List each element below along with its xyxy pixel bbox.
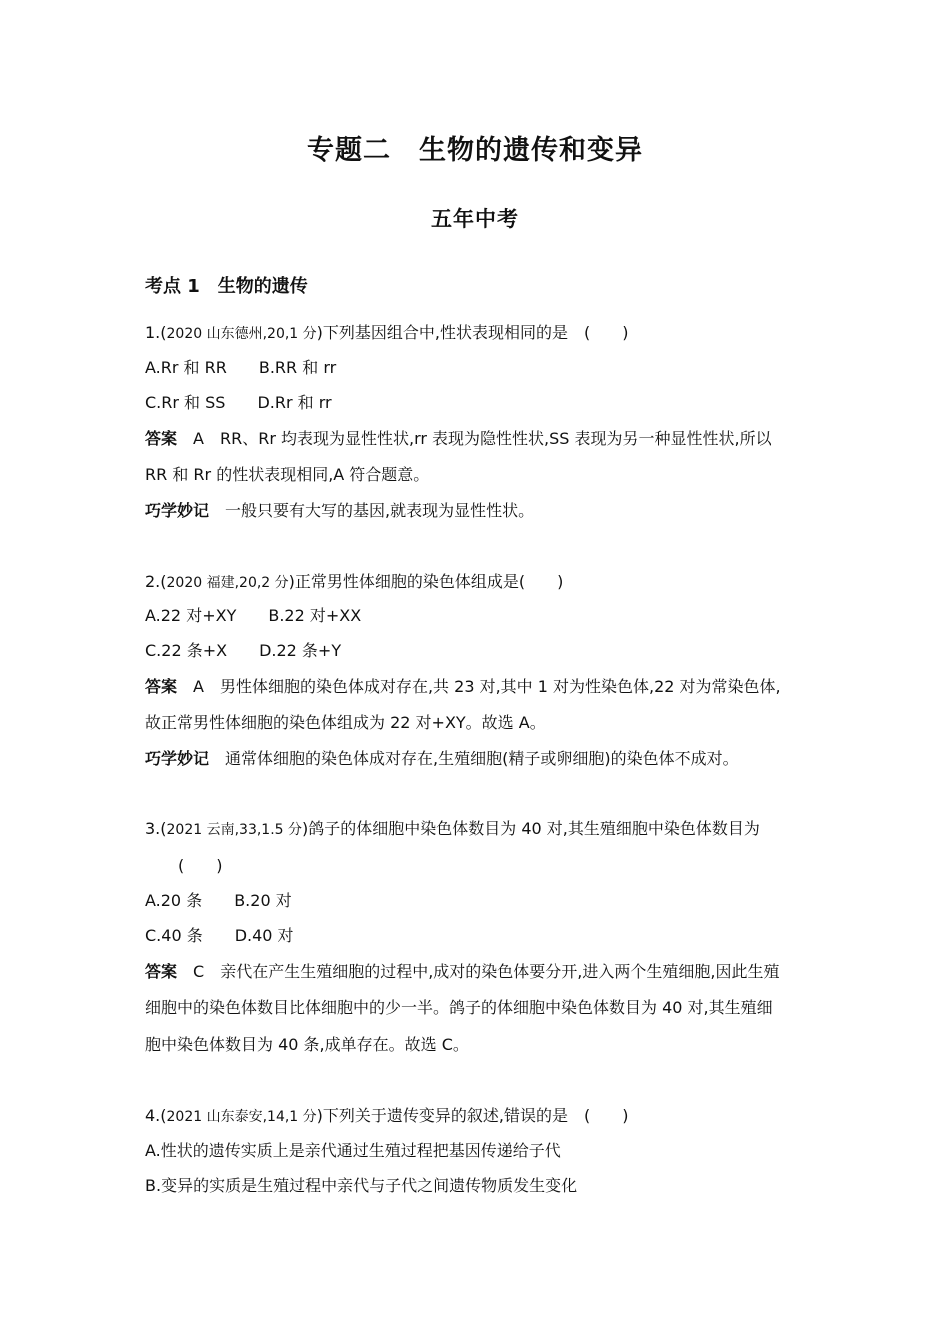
question-2-options-cd: C.22 条+X D.22 条+Y xyxy=(145,641,342,660)
question-4-option-b: B.变异的实质是生殖过程中亲代与子代之间遗传物质发生变化 xyxy=(145,1176,578,1195)
question-4-stem xyxy=(145,1105,810,1128)
question-3-answer-cont-1: 细胞中的染色体数目比体细胞中的少一半。鸽子的体细胞中染色体数目为 40 对,其生殖细 xyxy=(145,998,773,1017)
question-1-options-ab: A.Rr 和 RR B.RR 和 rr xyxy=(145,358,337,377)
section-heading: 考点 1 生物的遗传 xyxy=(145,276,308,297)
answer-label: 答案 xyxy=(145,677,178,696)
question-2-options-ab: A.22 对+XY B.22 对+XX xyxy=(145,606,362,625)
question-3-answer-cont-2: 胞中染色体数目为 40 条,成单存在。故选 C。 xyxy=(145,1035,469,1054)
question-4-option-a: A.性状的遗传实质上是亲代通过生殖过程把基因传递给子代 xyxy=(145,1141,561,1160)
question-2-tip xyxy=(145,748,810,770)
page-subtitle: 五年中考 xyxy=(431,207,519,231)
question-3-options-cd: C.40 条 D.40 对 xyxy=(145,926,294,945)
question-1-answer-text: A RR、Rr 均表现为显性性状,rr 表现为隐性性状,SS 表现为另一种显性性状,所以 xyxy=(177,429,772,448)
question-3-number: 3.( xyxy=(145,819,167,838)
question-2-tip-text: 通常体细胞的染色体成对存在,生殖细胞(精子或卵细胞)的染色体不成对。 xyxy=(209,749,739,768)
page-title: 专题二 生物的遗传和变异 xyxy=(307,135,643,166)
question-2-answer-cont: 故正常男性体细胞的染色体组成为 22 对+XY。故选 A。 xyxy=(145,713,546,732)
tip-label: 巧学妙记 xyxy=(145,501,210,520)
question-3-stem xyxy=(145,818,810,841)
answer-label: 答案 xyxy=(145,429,178,448)
question-1-tip-text: 一般只要有大写的基因,就表现为显性性状。 xyxy=(209,501,535,520)
question-2-answer-text: A 男性体细胞的染色体成对存在,共 23 对,其中 1 对为性染色体,22 对为常染色体, xyxy=(177,677,781,696)
question-2-text: )正常男性体细胞的染色体组成是( ) xyxy=(288,572,564,591)
question-4-source: 2021 山东泰安,14,1 分 xyxy=(166,1109,317,1125)
question-1-stem xyxy=(145,322,810,345)
question-1-text: )下列基因组合中,性状表现相同的是 ( ) xyxy=(316,323,629,342)
question-2-stem xyxy=(145,571,810,594)
question-1-answer-cont: RR 和 Rr 的性状表现相同,A 符合题意。 xyxy=(145,465,430,484)
question-1-source: 2020 山东德州,20,1 分 xyxy=(166,326,317,342)
question-2-number: 2.( xyxy=(145,572,167,591)
tip-label: 巧学妙记 xyxy=(145,749,210,768)
question-3-bracket: ( ) xyxy=(178,856,223,875)
question-3-source: 2021 云南,33,1.5 分 xyxy=(166,822,303,838)
question-3-text: )鸽子的体细胞中染色体数目为 40 对,其生殖细胞中染色体数目为 xyxy=(302,819,760,838)
question-3-options-ab: A.20 条 B.20 对 xyxy=(145,891,292,910)
question-1-number: 1.( xyxy=(145,323,167,342)
question-3-answer-text: C 亲代在产生生殖细胞的过程中,成对的染色体要分开,进入两个生殖细胞,因此生殖 xyxy=(177,962,780,981)
question-2-answer xyxy=(145,676,810,698)
answer-label: 答案 xyxy=(145,962,178,981)
question-4-text: )下列关于遗传变异的叙述,错误的是 ( ) xyxy=(316,1106,629,1125)
question-1-answer xyxy=(145,428,810,450)
question-3-answer xyxy=(145,961,810,983)
question-2-source: 2020 福建,20,2 分 xyxy=(166,575,289,591)
question-1-tip xyxy=(145,500,810,522)
question-4-number: 4.( xyxy=(145,1106,167,1125)
question-1-options-cd: C.Rr 和 SS D.Rr 和 rr xyxy=(145,393,332,412)
